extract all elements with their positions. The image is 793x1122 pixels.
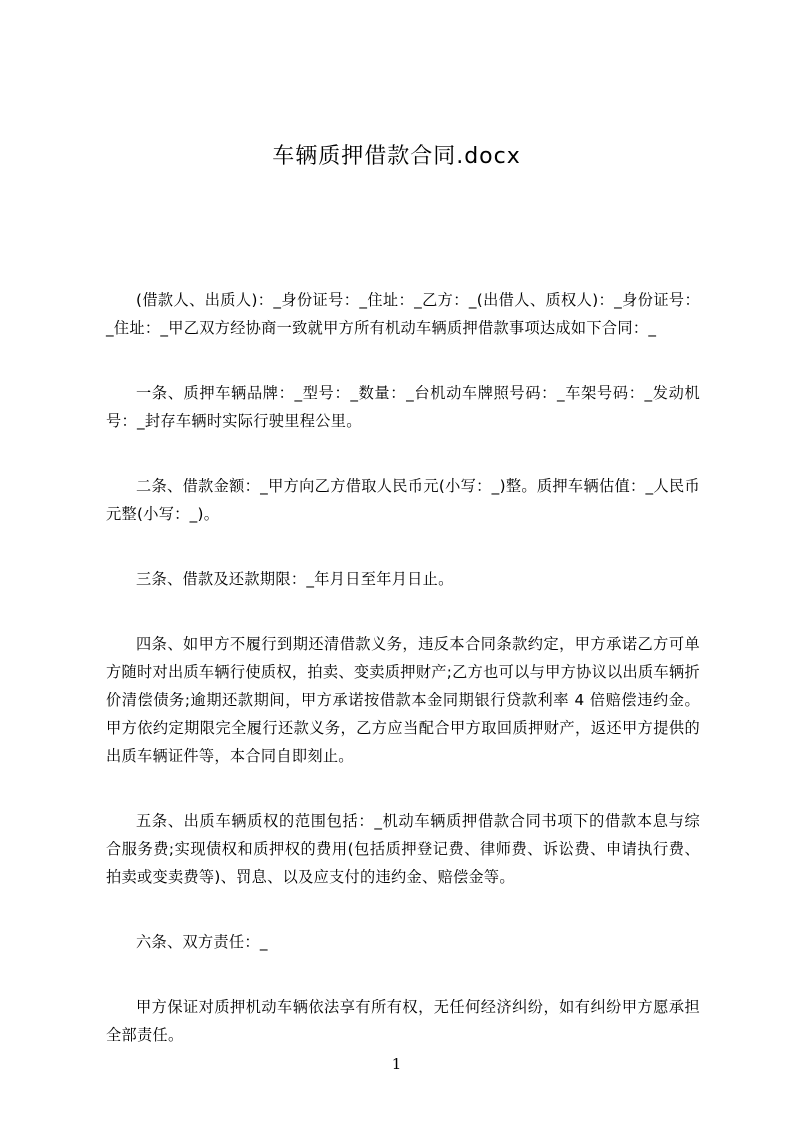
document-title: 车辆质押借款合同.docx bbox=[272, 144, 521, 169]
paragraph-article-1: 一条、质押车辆品牌：_型号：_数量：_台机动车牌照号码：_车架号码：_发动机号：_封存车辆时实际行驶里程公里。 bbox=[106, 384, 700, 430]
paragraph-party-a-guarantee: 甲方保证对质押机动车辆依法享有所有权，无任何经济纠纷，如有纠纷甲方愿承担全部责任。 bbox=[106, 998, 700, 1044]
paragraph-article-3: 三条、借款及还款期限：_年月日至年月日止。 bbox=[136, 570, 454, 588]
paragraph-article-6: 六条、双方责任：_ bbox=[136, 933, 268, 951]
document-body bbox=[106, 286, 700, 1086]
paragraph-parties: (借款人、出质人)：_身份证号：_住址：_乙方：_(出借人、质权人)：_身份证号：_住址：_甲乙双方经协商一致就甲方所有机动车辆质押借款事项达成如下合同：_ bbox=[106, 291, 700, 337]
paragraph-article-2: 二条、借款金额：_甲方向乙方借取人民币元(小写：_)整。质押车辆估值：_人民币元整(小写：_)。 bbox=[106, 477, 700, 523]
paragraph-article-4: 四条、如甲方不履行到期还清借款义务，违反本合同条款约定，甲方承诺乙方可单方随时对出质车辆行使质权，拍卖、变卖质押财产;乙方也可以与甲方协议以出质车辆折价清偿债务;逾期还款期间，甲方承诺按借款本金同期银行贷款利率 4 倍赔偿违约金。甲方依约定期限完全履行还款义务，乙方应当配合甲方取回质押财产，返还甲方提供的出质车辆证件等，本合同自即刻止。 bbox=[106, 635, 700, 765]
paragraph-article-5: 五条、出质车辆质权的范围包括：_机动车辆质押借款合同书项下的借款本息与综合服务费;实现债权和质押权的费用(包括质押登记费、律师费、诉讼费、申请执行费、拍卖或变卖费等)、罚息、以及应支付的违约金、赔偿金等。 bbox=[106, 812, 700, 886]
page-number: 1 bbox=[391, 1055, 402, 1073]
